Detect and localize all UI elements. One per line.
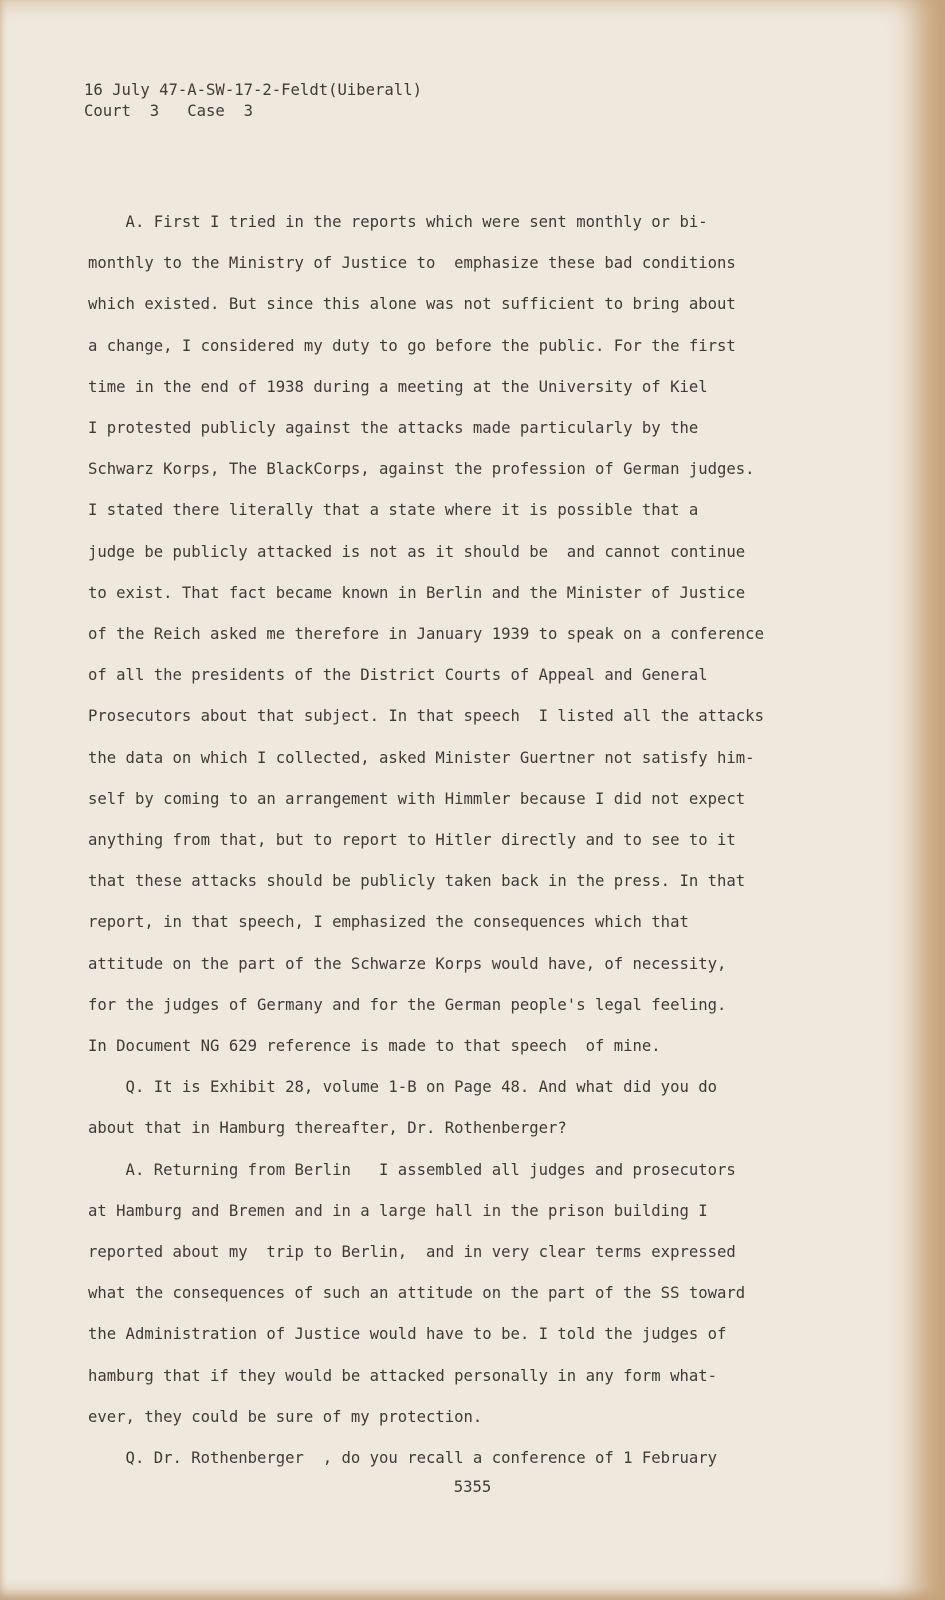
text-line: that these attacks should be publicly taken back in the press. In that bbox=[88, 872, 746, 891]
text-line: to exist. That fact became known in Berlin and the Minister of Justice bbox=[88, 583, 746, 602]
text-line: anything from that, but to report to Hitler directly and to see to it bbox=[88, 831, 736, 850]
header-date-reference: 16 July 47-A-SW-17-2-Feldt(Uiberall) bbox=[84, 81, 422, 99]
text-line: In Document NG 629 reference is made to that speech of mine. bbox=[88, 1037, 661, 1056]
text-line: the Administration of Justice would have to be. I told the judges of bbox=[88, 1325, 727, 1344]
text-line: for the judges of Germany and for the German people's legal feeling. bbox=[88, 995, 727, 1014]
text-line: what the consequences of such an attitude on the part of the SS toward bbox=[88, 1284, 746, 1303]
header-court-case: Court 3 Case 3 bbox=[84, 102, 253, 120]
text-line: I stated there literally that a state where it is possible that a bbox=[88, 501, 699, 520]
text-line: hamburg that if they would be attacked personally in any form what- bbox=[88, 1366, 718, 1385]
text-line: self by coming to an arrangement with Himmler because I did not expect bbox=[88, 789, 746, 808]
text-line: the data on which I collected, asked Minister Guertner not satisfy him- bbox=[88, 748, 755, 767]
text-line: Q. Dr. Rothenberger , do you recall a conference of 1 February bbox=[88, 1449, 718, 1468]
text-line: report, in that speech, I emphasized the consequences which that bbox=[88, 913, 689, 932]
document-header bbox=[84, 80, 422, 122]
text-line: A. Returning from Berlin I assembled all judges and prosecutors bbox=[88, 1160, 736, 1179]
answer-paragraph-reports bbox=[88, 202, 848, 1067]
text-line: monthly to the Ministry of Justice to emphasize these bad conditions bbox=[88, 254, 736, 273]
page-number: 5355 bbox=[453, 1478, 492, 1496]
text-line: ever, they could be sure of my protection. bbox=[88, 1407, 483, 1426]
text-line: judge be publicly attacked is not as it should be and cannot continue bbox=[88, 542, 746, 561]
text-line: Q. It is Exhibit 28, volume 1-B on Page 48. And what did you do bbox=[88, 1078, 718, 1097]
text-line: reported about my trip to Berlin, and in very clear terms expressed bbox=[88, 1243, 736, 1262]
text-line: a change, I considered my duty to go before the public. For the first bbox=[88, 336, 736, 355]
text-line: attitude on the part of the Schwarze Korps would have, of necessity, bbox=[88, 954, 727, 973]
question-paragraph-exhibit bbox=[88, 1067, 848, 1149]
text-line: at Hamburg and Bremen and in a large hall in the prison building I bbox=[88, 1201, 708, 1220]
transcript-body bbox=[88, 202, 848, 1479]
question-paragraph-conference bbox=[88, 1438, 848, 1479]
text-line: of the Reich asked me therefore in January 1939 to speak on a conference bbox=[88, 625, 764, 644]
answer-paragraph-hamburg bbox=[88, 1150, 848, 1438]
text-line: Schwarz Korps, The BlackCorps, against the profession of German judges. bbox=[88, 460, 755, 479]
text-line: time in the end of 1938 during a meeting at the University of Kiel bbox=[88, 377, 708, 396]
text-line: Prosecutors about that subject. In that speech I listed all the attacks bbox=[88, 707, 764, 726]
text-line: I protested publicly against the attacks made particularly by the bbox=[88, 419, 699, 438]
text-line: which existed. But since this alone was not sufficient to bring about bbox=[88, 295, 736, 314]
text-line: A. First I tried in the reports which were sent monthly or bi- bbox=[88, 213, 708, 231]
text-line: about that in Hamburg thereafter, Dr. Rothenberger? bbox=[88, 1119, 567, 1138]
text-line: of all the presidents of the District Courts of Appeal and General bbox=[88, 666, 708, 685]
